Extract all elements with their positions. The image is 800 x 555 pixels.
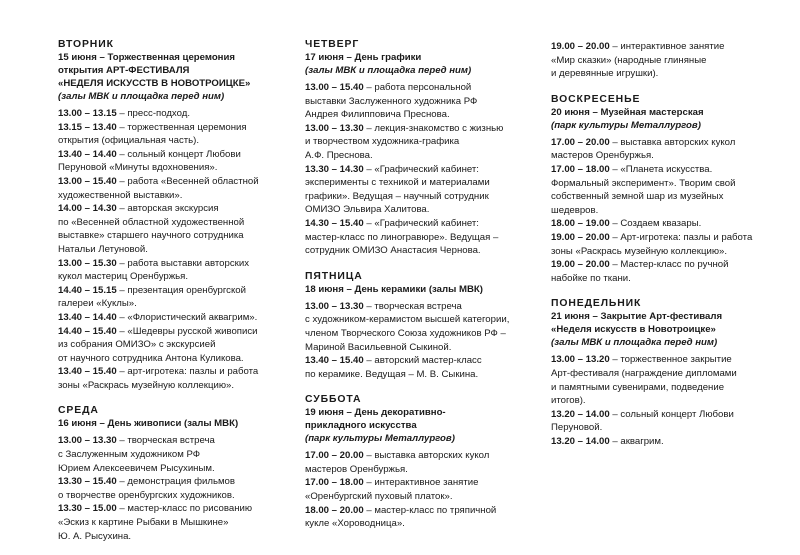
event-time: 17.00 – 20.00 bbox=[551, 136, 610, 148]
event-item bbox=[551, 231, 756, 258]
event-line bbox=[551, 217, 756, 231]
day-headline: прикладного искусства bbox=[305, 420, 417, 432]
event-time: 14.40 – 15.40 bbox=[58, 325, 117, 337]
event-line bbox=[58, 148, 270, 162]
event-list bbox=[305, 81, 527, 258]
event-line: и творчеством художника-графика bbox=[305, 136, 460, 148]
event-time: 13.00 – 15.40 bbox=[58, 175, 117, 187]
event-list bbox=[305, 449, 527, 531]
event-line: мастеров Оренбуржья. bbox=[305, 463, 408, 475]
event-line: выставке» старшего научного сотрудника bbox=[58, 230, 244, 242]
event-line: сотрудник ОМИЗО Анастасия Чернова. bbox=[305, 245, 481, 257]
event-time: 13.40 – 14.40 bbox=[58, 148, 117, 160]
event-line bbox=[551, 258, 756, 272]
day-headline: 18 июня – День керамики (залы МВК) bbox=[305, 283, 483, 295]
event-text: – Арт-игротека: пазлы и работа bbox=[609, 231, 753, 243]
day-headline: 17 июня – День графики bbox=[305, 52, 422, 63]
event-text: – творческая встреча bbox=[116, 435, 215, 447]
day-venue: (залы МВК и площадка перед ним) bbox=[551, 337, 718, 349]
day-headline: «НЕДЕЛЯ ИСКУССТВ В НОВОТРОИЦКЕ» bbox=[58, 78, 251, 89]
event-item bbox=[58, 475, 270, 502]
event-item bbox=[305, 504, 527, 531]
event-item bbox=[58, 107, 270, 121]
event-line bbox=[58, 434, 270, 448]
event-time: 13.00 – 13.15 bbox=[58, 108, 117, 119]
day-name: ЧЕТВЕРГ bbox=[305, 39, 360, 50]
event-line: графики». Ведущая – научный сотрудник bbox=[305, 190, 489, 202]
event-item bbox=[58, 311, 270, 325]
event-item bbox=[551, 163, 756, 217]
event-text: – арт-игротека: пазлы и работа bbox=[116, 366, 259, 378]
event-line bbox=[305, 354, 527, 368]
event-line bbox=[551, 435, 756, 449]
event-line bbox=[551, 163, 756, 177]
event-text: – работа персональной bbox=[363, 82, 472, 93]
event-line bbox=[305, 449, 527, 463]
event-line: «Эскиз к картине Рыбаки в Мышкине» bbox=[58, 517, 229, 529]
event-list bbox=[551, 40, 756, 81]
event-text: – лекция-знакомство с жизнью bbox=[363, 122, 504, 134]
event-line bbox=[58, 121, 270, 135]
event-item bbox=[305, 476, 527, 503]
event-time: 14.30 – 15.40 bbox=[305, 217, 364, 229]
event-item bbox=[305, 217, 527, 258]
event-time: 17.00 – 18.00 bbox=[551, 163, 610, 175]
event-time: 13.30 – 15.00 bbox=[58, 503, 117, 515]
event-time: 18.00 – 19.00 bbox=[551, 218, 610, 230]
day-block-saturday-continued bbox=[551, 40, 756, 81]
day-headline: 21 июня – Закрытие Арт-фестиваля bbox=[551, 311, 723, 323]
day-block-tuesday bbox=[58, 38, 270, 392]
event-line bbox=[305, 122, 527, 136]
day-name: ВТОРНИК bbox=[58, 39, 114, 50]
event-text: – выставка авторских кукол bbox=[363, 450, 490, 462]
event-text: – торжественное закрытие bbox=[609, 354, 732, 366]
event-item bbox=[305, 81, 527, 122]
event-text: – «Графический кабинет: bbox=[363, 217, 479, 229]
event-line: «Мир сказки» (народные глиняные bbox=[551, 54, 707, 66]
event-item bbox=[58, 202, 270, 256]
event-line: из собрания ОМИЗО» с экскурсией bbox=[58, 339, 216, 351]
event-line bbox=[551, 353, 756, 367]
event-line bbox=[58, 311, 270, 325]
event-line bbox=[58, 475, 270, 489]
event-time: 13.40 – 14.40 bbox=[58, 311, 117, 323]
event-line: шедевров. bbox=[551, 204, 599, 216]
event-item bbox=[551, 435, 756, 449]
event-line bbox=[58, 502, 270, 516]
event-text: – выставка авторских кукол bbox=[609, 136, 736, 148]
event-item bbox=[551, 353, 756, 407]
event-item bbox=[551, 136, 756, 163]
event-item bbox=[58, 365, 270, 392]
day-headline: 15 июня – Торжественная церемония bbox=[58, 52, 235, 63]
event-text: – «Графический кабинет: bbox=[363, 163, 479, 175]
event-line: Андрея Филипповича Преснова. bbox=[305, 109, 450, 121]
event-text: – мастер-класс по рисованию bbox=[116, 503, 253, 515]
event-item bbox=[58, 175, 270, 202]
event-line: Арт-фестиваля (награждение дипломами bbox=[551, 367, 737, 379]
event-line bbox=[58, 202, 270, 216]
day-name: ПЯТНИЦА bbox=[305, 270, 363, 282]
event-list bbox=[551, 136, 756, 286]
event-time: 19.00 – 20.00 bbox=[551, 231, 610, 243]
event-text: – Создаем квазары. bbox=[609, 218, 702, 230]
event-line: эксперименты с техникой и материалами bbox=[305, 177, 490, 189]
day-block-thursday bbox=[305, 38, 527, 258]
event-line: с художником-керамистом высшей категории, bbox=[305, 314, 510, 326]
event-line: и деревянные игрушки). bbox=[551, 68, 659, 80]
event-line bbox=[305, 81, 527, 95]
day-headline: открытия АРТ-ФЕСТИВАЛЯ bbox=[58, 65, 190, 76]
event-line: художественной выставки». bbox=[58, 189, 183, 201]
event-time: 17.00 – 20.00 bbox=[305, 450, 364, 462]
event-line bbox=[305, 300, 527, 314]
event-text: – сольный концерт Любови bbox=[609, 408, 734, 420]
event-line: набойке по ткани. bbox=[551, 272, 631, 284]
event-line: Натальи Летуновой. bbox=[58, 243, 148, 255]
schedule-column-1 bbox=[58, 38, 270, 555]
event-item bbox=[58, 148, 270, 175]
event-item bbox=[305, 122, 527, 163]
event-line: зоны «Раскрась музейную коллекцию». bbox=[551, 245, 728, 257]
event-item bbox=[58, 434, 270, 475]
event-line: открытия (официальная часть). bbox=[58, 135, 200, 147]
event-time: 14.00 – 14.30 bbox=[58, 203, 117, 215]
event-text: – творческая встреча bbox=[363, 300, 462, 312]
event-time: 13.00 – 13.30 bbox=[58, 435, 117, 447]
event-item bbox=[58, 325, 270, 366]
event-item bbox=[305, 163, 527, 217]
event-line bbox=[58, 107, 270, 121]
event-text: – пресс-подход. bbox=[116, 108, 191, 119]
event-line: А.Ф. Преснова. bbox=[305, 149, 373, 161]
event-item bbox=[551, 258, 756, 285]
event-line bbox=[305, 504, 527, 518]
event-line: галереи «Куклы». bbox=[58, 298, 137, 310]
event-item bbox=[58, 284, 270, 311]
event-line: Формальный эксперимент». Творим свой bbox=[551, 177, 736, 189]
event-text: – интерактивное занятие bbox=[609, 41, 725, 52]
event-line bbox=[305, 217, 527, 231]
day-venue: (залы МВК и площадка перед ним) bbox=[305, 65, 472, 76]
event-time: 13.20 – 14.00 bbox=[551, 408, 610, 420]
event-text: – работа «Весенней областной bbox=[116, 175, 259, 187]
event-line: кукол мастериц Оренбуржья. bbox=[58, 271, 189, 283]
event-item bbox=[305, 449, 527, 476]
event-text: – презентация оренбургской bbox=[116, 284, 246, 296]
day-venue: (парк культуры Металлургов) bbox=[305, 433, 455, 445]
event-time: 13.20 – 14.00 bbox=[551, 435, 610, 447]
event-time: 13.40 – 15.40 bbox=[305, 355, 364, 367]
event-line: и памятными сувенирами, подведение итогов). bbox=[551, 381, 725, 407]
event-line: выставки Заслуженного художника РФ bbox=[305, 95, 478, 107]
event-line bbox=[58, 284, 270, 298]
event-item bbox=[551, 217, 756, 231]
day-block-wednesday bbox=[58, 404, 270, 543]
event-time: 13.00 – 15.30 bbox=[58, 257, 117, 269]
event-line bbox=[58, 365, 270, 379]
event-text: – Мастер-класс по ручной bbox=[609, 259, 729, 271]
event-line: собственный земной шар из музейных bbox=[551, 191, 724, 203]
event-time: 19.00 – 20.00 bbox=[551, 259, 610, 271]
event-line: зоны «Раскрась музейную коллекцию». bbox=[58, 379, 235, 391]
event-time: 17.00 – 18.00 bbox=[305, 477, 364, 489]
event-line: Ю. А. Рысухина. bbox=[58, 530, 132, 542]
event-text: – торжественная церемония bbox=[116, 121, 247, 133]
event-text: – авторская экскурсия bbox=[116, 203, 219, 215]
event-item bbox=[305, 354, 527, 381]
event-text: – «Шедевры русской живописи bbox=[116, 325, 258, 337]
event-line bbox=[58, 257, 270, 271]
event-item bbox=[58, 502, 270, 543]
event-line bbox=[551, 231, 756, 245]
event-list bbox=[58, 107, 270, 392]
event-line: по керамике. Ведущая – М. В. Сыкина. bbox=[305, 368, 479, 380]
day-block-friday bbox=[305, 270, 527, 382]
day-name: СУББОТА bbox=[305, 394, 362, 406]
day-block-saturday bbox=[305, 393, 527, 531]
event-line: кукле «Хороводница». bbox=[305, 518, 405, 530]
day-name: ПОНЕДЕЛЬНИК bbox=[551, 298, 642, 310]
event-line bbox=[551, 408, 756, 422]
day-venue: (залы МВК и площадка перед ним) bbox=[58, 91, 225, 102]
event-line: по «Весенней областной художественной bbox=[58, 216, 245, 228]
event-line: Перуновой. bbox=[551, 422, 603, 434]
day-venue: (парк культуры Металлургов) bbox=[551, 119, 701, 131]
schedule-column-3 bbox=[551, 40, 756, 460]
event-text: – авторский мастер-класс bbox=[363, 355, 482, 367]
event-line bbox=[58, 325, 270, 339]
day-headline: 19 июня – День декоративно- bbox=[305, 407, 446, 419]
event-line bbox=[305, 163, 527, 177]
event-time: 13.00 – 13.30 bbox=[305, 122, 364, 134]
event-time: 13.00 – 13.30 bbox=[305, 300, 364, 312]
day-headline: 20 июня – Музейная мастерская bbox=[551, 106, 704, 118]
event-text: – интерактивное занятие bbox=[363, 477, 479, 489]
event-time: 13.00 – 15.40 bbox=[305, 82, 364, 93]
event-time: 13.30 – 15.40 bbox=[58, 476, 117, 488]
event-text: – демонстрация фильмов bbox=[116, 476, 235, 488]
event-text: – аквагрим. bbox=[609, 435, 664, 447]
event-text: – мастер-класс по тряпичной bbox=[363, 504, 497, 516]
day-block-monday bbox=[551, 297, 756, 448]
event-text: – «Флористический аквагрим». bbox=[116, 311, 258, 323]
event-item bbox=[551, 408, 756, 435]
event-line bbox=[551, 136, 756, 150]
event-line: мастер-класс по линогравюре». Ведущая – bbox=[305, 231, 499, 243]
event-time: 13.30 – 14.30 bbox=[305, 163, 364, 175]
event-item bbox=[58, 257, 270, 284]
event-text: – «Планета искусства. bbox=[609, 163, 713, 175]
event-text: – работа выставки авторских bbox=[116, 257, 249, 269]
event-line bbox=[58, 175, 270, 189]
event-time: 13.15 – 13.40 bbox=[58, 121, 117, 133]
day-block-sunday bbox=[551, 93, 756, 286]
event-line bbox=[305, 476, 527, 490]
event-item bbox=[305, 300, 527, 354]
day-headline: 16 июня – День живописи (залы МВК) bbox=[58, 418, 239, 430]
event-time: 19.00 – 20.00 bbox=[551, 41, 610, 52]
event-time: 14.40 – 15.15 bbox=[58, 284, 117, 296]
event-line: членом Творческого Союза художников РФ – bbox=[305, 327, 506, 339]
event-line: Мариной Васильевной Сыкиной. bbox=[305, 341, 452, 353]
event-list bbox=[305, 300, 527, 382]
day-name: СРЕДА bbox=[58, 405, 99, 417]
event-time: 13.00 – 13.20 bbox=[551, 354, 610, 366]
event-list bbox=[551, 353, 756, 448]
schedule-column-2 bbox=[305, 38, 527, 543]
event-line: Юрием Алексеевичем Рысухиным. bbox=[58, 462, 215, 474]
event-line: с Заслуженным художником РФ bbox=[58, 449, 201, 461]
event-item bbox=[58, 121, 270, 148]
day-headline: «Неделя искусств в Новотроицке» bbox=[551, 324, 716, 336]
event-item bbox=[551, 40, 756, 81]
event-line: Перуновой «Минуты вдохновения». bbox=[58, 162, 218, 174]
event-line bbox=[551, 40, 756, 54]
event-line: ОМИЗО Эльвира Халитова. bbox=[305, 204, 430, 216]
event-time: 13.40 – 15.40 bbox=[58, 366, 117, 378]
event-line: о творчестве оренбургских художников. bbox=[58, 489, 235, 501]
event-line: от научного сотрудника Антона Куликова. bbox=[58, 352, 244, 364]
event-time: 18.00 – 20.00 bbox=[305, 504, 364, 516]
event-line: мастеров Оренбуржья. bbox=[551, 150, 654, 162]
day-name: ВОСКРЕСЕНЬЕ bbox=[551, 93, 641, 105]
event-list bbox=[58, 434, 270, 543]
event-line: «Оренбургский пуховый платок». bbox=[305, 491, 453, 503]
event-text: – сольный концерт Любови bbox=[116, 148, 241, 160]
